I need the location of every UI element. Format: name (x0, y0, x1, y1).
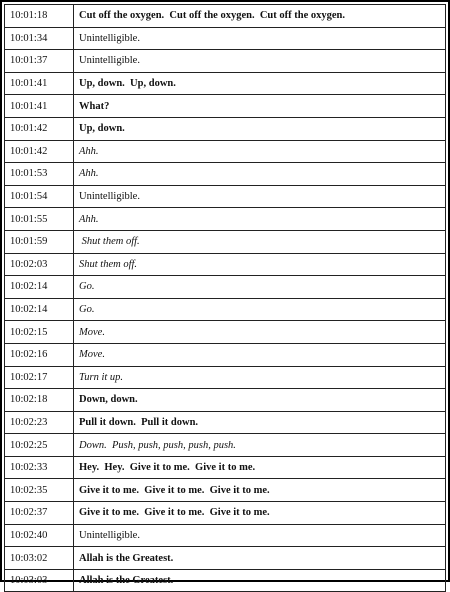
utterance-cell: Down. Push, push, push, push, push. (74, 434, 446, 457)
timestamp-cell: 10:01:55 (5, 208, 74, 231)
timestamp-cell: 10:01:42 (5, 117, 74, 140)
timestamp-cell: 10:02:03 (5, 253, 74, 276)
table-row (5, 456, 446, 479)
utterance-cell: Allah is the Greatest. (74, 547, 446, 570)
transcript-table (4, 4, 446, 592)
timestamp-cell: 10:01:37 (5, 50, 74, 73)
utterance-cell: Up, down. (74, 117, 446, 140)
utterance-cell: Unintelligible. (74, 185, 446, 208)
timestamp-cell: 10:03:02 (5, 547, 74, 570)
timestamp-cell: 10:01:41 (5, 72, 74, 95)
table-row (5, 321, 446, 344)
table-row (5, 569, 446, 592)
timestamp-cell: 10:02:40 (5, 524, 74, 547)
table-row (5, 343, 446, 366)
timestamp-cell: 10:02:17 (5, 366, 74, 389)
timestamp-cell: 10:01:18 (5, 5, 74, 28)
timestamp-cell: 10:02:25 (5, 434, 74, 457)
table-row (5, 185, 446, 208)
timestamp-cell: 10:01:54 (5, 185, 74, 208)
timestamp-cell: 10:02:35 (5, 479, 74, 502)
table-row (5, 524, 446, 547)
utterance-cell: Pull it down. Pull it down. (74, 411, 446, 434)
utterance-cell: Shut them off. (74, 230, 446, 253)
timestamp-cell: 10:01:53 (5, 163, 74, 186)
timestamp-cell: 10:01:42 (5, 140, 74, 163)
timestamp-cell: 10:01:34 (5, 27, 74, 50)
table-row (5, 547, 446, 570)
table-row (5, 366, 446, 389)
utterance-cell: Unintelligible. (74, 524, 446, 547)
utterance-cell: Give it to me. Give it to me. Give it to me. (74, 502, 446, 525)
table-row (5, 298, 446, 321)
utterance-cell: Turn it up. (74, 366, 446, 389)
timestamp-cell: 10:02:33 (5, 456, 74, 479)
transcript-rows (5, 5, 446, 592)
utterance-cell: Give it to me. Give it to me. Give it to me. (74, 479, 446, 502)
utterance-cell: Unintelligible. (74, 50, 446, 73)
table-row (5, 50, 446, 73)
utterance-cell: Shut them off. (74, 253, 446, 276)
timestamp-cell: 10:02:37 (5, 502, 74, 525)
utterance-cell: Allah is the Greatest. (74, 569, 446, 592)
table-row (5, 5, 446, 28)
timestamp-cell: 10:01:59 (5, 230, 74, 253)
utterance-cell: Move. (74, 343, 446, 366)
timestamp-cell: 10:02:14 (5, 276, 74, 299)
utterance-cell: Ahh. (74, 140, 446, 163)
table-row (5, 117, 446, 140)
timestamp-cell: 10:02:16 (5, 343, 74, 366)
table-row (5, 276, 446, 299)
utterance-cell: Move. (74, 321, 446, 344)
table-row (5, 434, 446, 457)
timestamp-cell: 10:01:41 (5, 95, 74, 118)
utterance-cell: Ahh. (74, 208, 446, 231)
utterance-cell: Cut off the oxygen. Cut off the oxygen. Cut off the oxygen. (74, 5, 446, 28)
table-row (5, 95, 446, 118)
utterance-cell: What? (74, 95, 446, 118)
table-row (5, 140, 446, 163)
table-row (5, 163, 446, 186)
table-row (5, 502, 446, 525)
timestamp-cell: 10:02:23 (5, 411, 74, 434)
table-row (5, 389, 446, 412)
table-row (5, 27, 446, 50)
utterance-cell: Hey. Hey. Give it to me. Give it to me. (74, 456, 446, 479)
utterance-cell: Go. (74, 276, 446, 299)
table-row (5, 411, 446, 434)
timestamp-cell: 10:02:14 (5, 298, 74, 321)
utterance-cell: Up, down. Up, down. (74, 72, 446, 95)
utterance-cell: Down, down. (74, 389, 446, 412)
timestamp-cell: 10:03:03 (5, 569, 74, 592)
timestamp-cell: 10:02:18 (5, 389, 74, 412)
utterance-cell: Unintelligible. (74, 27, 446, 50)
table-row (5, 72, 446, 95)
utterance-cell: Go. (74, 298, 446, 321)
utterance-cell: Ahh. (74, 163, 446, 186)
table-row (5, 208, 446, 231)
table-row (5, 253, 446, 276)
table-row (5, 230, 446, 253)
table-row (5, 479, 446, 502)
timestamp-cell: 10:02:15 (5, 321, 74, 344)
